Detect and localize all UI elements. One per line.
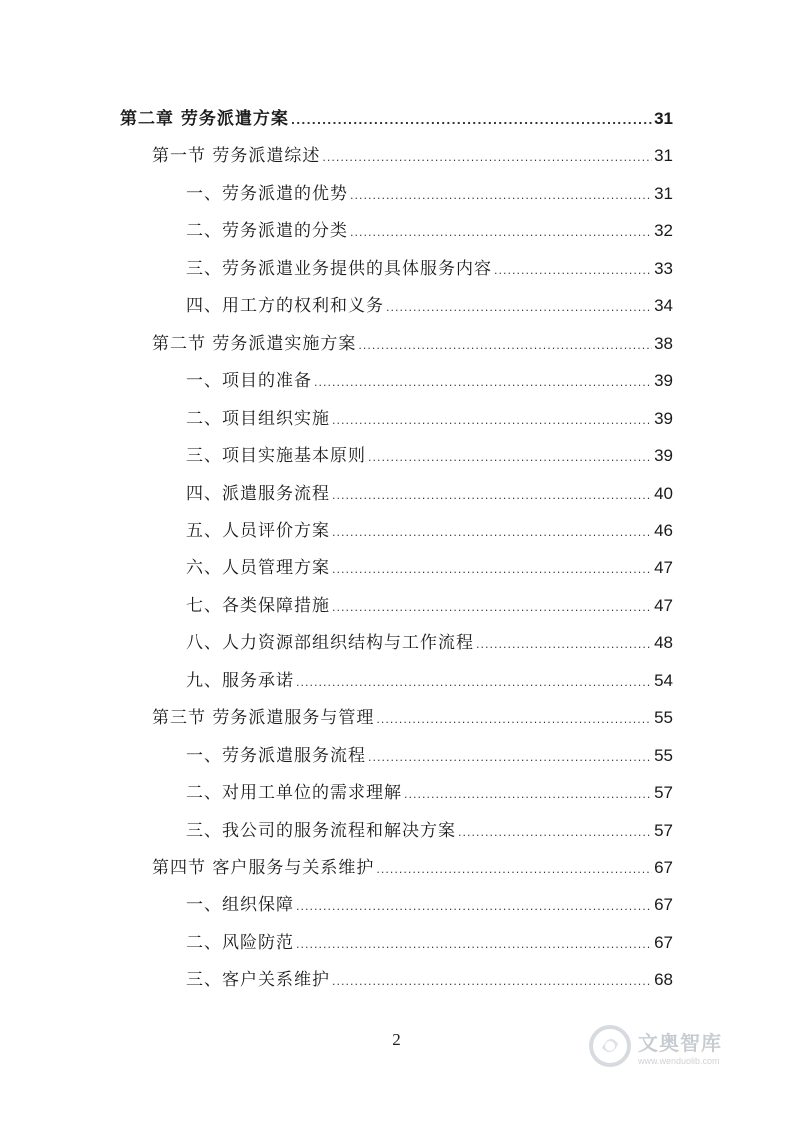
watermark (588, 1018, 778, 1074)
toc-entry-label: 第四节 客户服务与关系维护 (152, 858, 375, 878)
toc-leader-dots (296, 668, 652, 698)
toc-entry[interactable] (186, 291, 673, 321)
toc-entry-label: 第二节 劳务派遣实施方案 (152, 333, 357, 354)
toc-entry-page: 40 (654, 483, 673, 503)
toc-entry-page: 47 (654, 558, 673, 578)
toc-leader-dots (368, 743, 652, 773)
toc-entry[interactable] (186, 928, 673, 958)
toc-leader-dots (332, 481, 652, 511)
toc-entry-page: 55 (654, 745, 673, 765)
toc-entry-label: 第二章 劳务派遣方案 (120, 109, 289, 129)
toc-entry-label: 三、项目实施基本原则 (186, 446, 366, 467)
toc-entry[interactable] (152, 329, 673, 359)
toc-entry-label: 一、劳务派遣的优势 (186, 183, 348, 204)
toc-leader-dots (332, 967, 652, 997)
toc-entry-label: 二、风险防范 (186, 932, 294, 953)
toc-leader-dots (296, 892, 652, 922)
toc-entry[interactable] (186, 404, 673, 434)
toc-entry-label: 一、组织保障 (186, 895, 294, 916)
toc-leader-dots (404, 780, 652, 810)
toc-leader-dots (350, 218, 652, 248)
watermark-title: 文奥智库 (638, 1030, 722, 1055)
toc-entry-page: 31 (654, 146, 673, 166)
toc-leader-dots (458, 818, 652, 848)
toc-entry-label: 三、客户关系维护 (186, 970, 330, 991)
toc-entry-page: 54 (654, 670, 673, 690)
toc-leader-dots (358, 331, 652, 361)
toc-entry-page: 31 (654, 109, 673, 128)
toc-entry-page: 32 (654, 221, 673, 241)
toc-entry[interactable] (186, 441, 673, 471)
wenduo-logo-icon (588, 1024, 632, 1068)
toc-entry-page: 67 (654, 895, 673, 915)
toc-entry[interactable] (186, 628, 673, 658)
toc-leader-dots (296, 930, 652, 960)
toc-entry[interactable] (186, 516, 673, 546)
toc-entry-page: 68 (654, 970, 673, 990)
toc-entry-label: 七、各类保障措施 (186, 595, 330, 616)
toc-leader-dots (332, 518, 652, 548)
watermark-url: www.wenduolib.com (638, 1055, 720, 1066)
toc-entry[interactable] (186, 666, 673, 696)
toc-entry-page: 47 (654, 595, 673, 615)
toc-entry[interactable] (186, 741, 673, 771)
page-number: 2 (392, 1030, 401, 1049)
toc-entry[interactable] (186, 479, 673, 509)
toc-entry-page: 67 (654, 932, 673, 952)
toc-leader-dots (386, 293, 652, 323)
toc-entry-page: 57 (654, 820, 673, 840)
toc-entry-label: 二、劳务派遣的分类 (186, 221, 348, 242)
toc-leader-dots (314, 368, 652, 398)
toc-leader-dots (368, 443, 652, 473)
toc-entry-page: 67 (654, 858, 673, 877)
toc-entry-page: 46 (654, 520, 673, 540)
toc-entry-label: 四、用工方的权利和义务 (186, 296, 384, 317)
toc-entry-page: 33 (654, 258, 673, 278)
toc-leader-dots (350, 181, 652, 211)
toc-leader-dots (376, 705, 652, 735)
toc-entry[interactable] (186, 366, 673, 396)
toc-entry-page: 48 (654, 633, 673, 653)
toc-entry[interactable] (186, 890, 673, 920)
toc-entry-label: 第三节 劳务派遣服务与管理 (152, 708, 375, 729)
toc-entry-label: 二、对用工单位的需求理解 (186, 783, 402, 804)
toc-leader-dots (332, 593, 652, 623)
toc-entry[interactable] (186, 216, 673, 246)
toc-leader-dots (376, 855, 652, 885)
toc-entry-label: 五、人员评价方案 (186, 520, 330, 541)
toc-entry-label: 六、人员管理方案 (186, 558, 330, 579)
toc-entry-label: 八、人力资源部组织结构与工作流程 (186, 633, 474, 654)
toc-entry-page: 38 (654, 333, 673, 353)
toc-entry[interactable] (186, 778, 673, 808)
toc-entry-label: 四、派遣服务流程 (186, 483, 330, 504)
toc-entry-page: 39 (654, 371, 673, 391)
toc-leader-dots (291, 106, 652, 136)
toc-entry-label: 三、劳务派遣业务提供的具体服务内容 (186, 258, 492, 279)
toc-entry-page: 31 (654, 183, 673, 203)
toc-entry-label: 二、项目组织实施 (186, 408, 330, 429)
toc-entry-page: 57 (654, 783, 673, 803)
toc-entry-page: 34 (654, 296, 673, 316)
toc-leader-dots (494, 256, 652, 286)
toc-entry-page: 55 (654, 708, 673, 728)
toc-entry-label: 一、劳务派遣服务流程 (186, 745, 366, 766)
toc-leader-dots (332, 406, 652, 436)
toc-entry[interactable] (152, 853, 673, 883)
toc-entry-label: 第一节 劳务派遣综述 (152, 146, 321, 167)
toc-entry[interactable] (152, 703, 673, 733)
toc-entry[interactable] (120, 104, 673, 134)
toc-entry[interactable] (186, 591, 673, 621)
toc-entry[interactable] (186, 254, 673, 284)
toc-entry[interactable] (186, 965, 673, 995)
toc-entry-label: 三、我公司的服务流程和解决方案 (186, 820, 456, 841)
toc-entry[interactable] (186, 553, 673, 583)
toc-entry-page: 39 (654, 408, 673, 428)
toc-entry-page: 39 (654, 446, 673, 466)
toc-entry[interactable] (186, 816, 673, 846)
toc-leader-dots (476, 630, 652, 660)
toc-entry[interactable] (186, 179, 673, 209)
toc-entry-label: 九、服务承诺 (186, 670, 294, 691)
toc-entry-label: 一、项目的准备 (186, 371, 312, 392)
toc-entry[interactable] (152, 141, 673, 171)
toc-leader-dots (322, 143, 652, 173)
toc-leader-dots (332, 555, 652, 585)
